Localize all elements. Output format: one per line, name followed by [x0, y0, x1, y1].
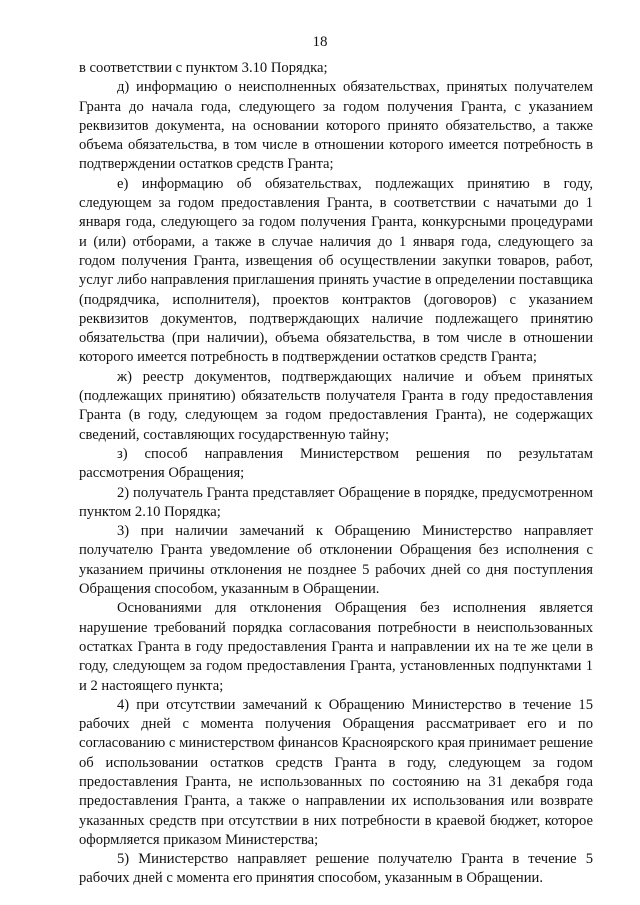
paragraph-item-3: 3) при наличии замечаний к Обращению Министерство направляет получателю Гранта уведомление об отклонении Обращения без исполнения с указанием причины отклонения не позднее 5 рабочих дней со дня поступления Обращения способом, указанным в Обращении.	[79, 523, 593, 598]
page-number: 18	[312, 34, 328, 50]
paragraph-item-e: е) информацию об обязательствах, подлежащих принятию в году, следующем за годом предоставления Гранта, в соответствии с начатыми до 1 января года, следующего за годом получения Гранта, конкурсными процедурами и (или) отборами, а также в случае наличия до 1 января года, следующего за годом получения Гранта, извещения об осуществлении закупки товаров, работ, услуг либо направления приглашения принять участие в определении поставщика (подрядчика, исполнителя), проектов контрактов (договоров) с указанием реквизитов документов, подтверждающих наличие подлежащего принятию обязательства (при наличии), объема обязательства, в том числе в отношении которого имеется потребность в подтверждении остатков средств Гранта;	[79, 175, 593, 366]
paragraph-item-d: д) информацию о неисполненных обязательствах, принятых получателем Гранта до начала года, следующего за годом получения Гранта, с указанием реквизитов документа, на основании которого принято обязательство, а также объема обязательства, в том числе в отношении которого имеется потребность в подтверждении остатков средств Гранта;	[79, 79, 593, 173]
paragraph-item-zh: ж) реестр документов, подтверждающих наличие и объем принятых (подлежащих принятию) обязательств получателя Гранта в году предоставления Гранта (в году, следующем за годом предоставления Гранта), не содержащих сведений, составляющих государственную тайну;	[79, 368, 593, 443]
paragraph-item-4: 4) при отсутствии замечаний к Обращению Министерство в течение 15 рабочих дней с момента получения Обращения рассматривает его и по согласованию с министерством финансов Красноярского края принимает решение об использовании остатков средств Гранта в году, следующем за годом предоставления Гранта, не использованных по состоянию на 31 декабря года предоставления Гранта, а также о направлении их использования или возврате указанных средств при отсутствии в них потребности в краевой бюджет, которое оформляется приказом Министерства;	[79, 696, 593, 848]
paragraph-item-2: 2) получатель Гранта представляет Обращение в порядке, предусмотренном пунктом 2.10 Порядка;	[79, 484, 593, 520]
document-body	[79, 59, 593, 889]
paragraph-continuation: в соответствии с пунктом 3.10 Порядка;	[79, 60, 328, 76]
paragraph-item-z: з) способ направления Министерством решения по результатам рассмотрения Обращения;	[79, 445, 593, 482]
paragraph-item-5: 5) Министерство направляет решение получателю Гранта в течение 5 рабочих дней с момента его принятия способом, указанным в Обращении.	[79, 851, 593, 887]
paragraph-grounds: Основаниями для отклонения Обращения без исполнения является нарушение требований порядка согласования потребности в неиспользованных остатках Гранта в году предоставления Гранта и направлении их на те же цели в году, следующем за годом предоставления Гранта, установленных подпунктами 1 и 2 настоящего пункта;	[79, 600, 593, 694]
